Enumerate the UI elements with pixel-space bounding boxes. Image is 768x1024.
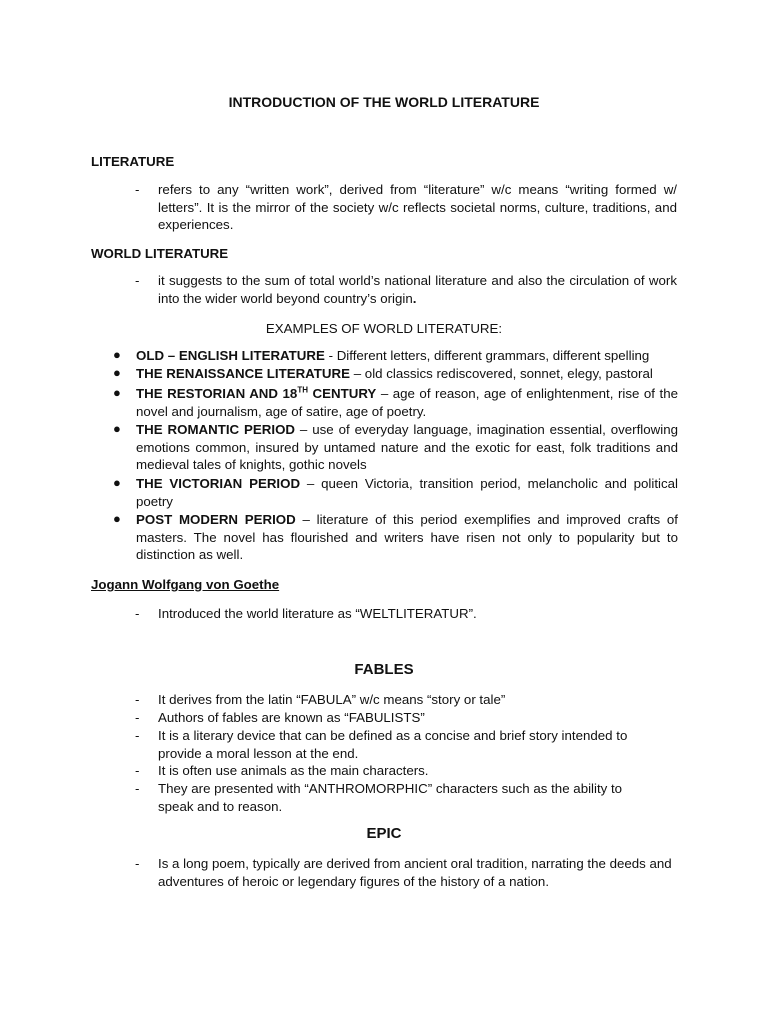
dash-marker: -: [135, 856, 140, 871]
fables-item: [135, 691, 675, 709]
example-item: [113, 475, 678, 510]
literature-item: [135, 181, 677, 234]
example-separator: –: [300, 476, 322, 491]
fables-item: [135, 709, 675, 727]
example-label: POST MODERN PERIOD: [136, 512, 296, 527]
example-label-pre: THE RESTORIAN AND 18: [136, 386, 298, 401]
fables-item: [135, 727, 675, 762]
fables-item-text: It is often use animals as the main characters.: [158, 763, 429, 778]
example-item: [113, 347, 678, 365]
goethe-heading-text: Jogann Wolfgang von Goethe: [91, 577, 280, 592]
example-separator: –: [376, 386, 393, 401]
bullet-marker: ●: [113, 365, 121, 380]
dash-marker: -: [135, 182, 140, 197]
dash-marker: -: [135, 606, 140, 621]
dash-marker: -: [135, 692, 140, 707]
bullet-marker: ●: [113, 347, 121, 362]
example-text: use of everyday language, imagination essential, overflowing emotions common, insured by untamed nature and the exotic for east, folk traditions and medieval tales of knights, gothic novels: [136, 422, 678, 472]
bullet-marker: ●: [113, 421, 121, 436]
dash-marker: -: [135, 710, 140, 725]
example-separator: –: [350, 366, 365, 381]
example-label: [136, 386, 376, 401]
example-label: THE ROMANTIC PERIOD: [136, 422, 296, 437]
literature-heading: LITERATURE: [91, 154, 175, 169]
page-title: INTRODUCTION OF THE WORLD LITERATURE: [228, 94, 540, 110]
dash-marker: -: [135, 763, 140, 778]
epic-item-text: Is a long poem, typically are derived from ancient oral tradition, narrating the deeds and adventures of heroic or legendary figures of the history of a nation.: [158, 856, 672, 889]
example-label-sup: TH: [297, 385, 308, 395]
fables-item-text: It derives from the latin “FABULA” w/c means “story or tale”: [158, 692, 506, 707]
goethe-item: [135, 605, 677, 623]
example-text: queen Victoria, transition period, melancholic and political poetry: [136, 476, 678, 509]
example-label-post: CENTURY: [308, 386, 377, 401]
example-separator: –: [295, 422, 313, 437]
example-item: [113, 365, 678, 383]
examples-heading: EXAMPLES OF WORLD LITERATURE:: [265, 321, 503, 336]
example-separator: –: [295, 512, 317, 527]
world-literature-item-text: [158, 272, 677, 307]
dash-marker: -: [135, 273, 140, 288]
example-item: [113, 385, 678, 420]
example-item: [113, 421, 678, 474]
example-text: age of reason, age of enlightenment, rise of the novel and journalism, age of satire, age of poetry.: [136, 386, 678, 419]
dash-marker: -: [135, 781, 140, 796]
literature-item-text: refers to any “written work”, derived from “literature” w/c means “writing formed w/ letters”. It is the mirror of the society w/c reflects societal norms, culture, traditions, and experiences.: [158, 182, 677, 232]
example-label: OLD – ENGLISH LITERATURE: [136, 348, 325, 363]
bullet-marker: ●: [113, 475, 121, 490]
world-literature-item-end: .: [412, 290, 417, 306]
fables-item: [135, 762, 675, 780]
example-label: THE RENAISSANCE LITERATURE: [136, 366, 350, 381]
example-item: [113, 511, 678, 564]
epic-heading: EPIC: [366, 825, 402, 842]
fables-item: [135, 780, 675, 815]
example-text: Different letters, different grammars, different spelling: [336, 348, 650, 363]
fables-heading: FABLES: [354, 661, 414, 678]
example-text: old classics rediscovered, sonnet, elegy, pastoral: [364, 366, 653, 381]
epic-item: [135, 855, 675, 890]
fables-item-text: Authors of fables are known as “FABULISTS”: [158, 710, 425, 725]
goethe-heading: [91, 576, 279, 594]
dash-marker: -: [135, 728, 140, 743]
fables-item-text: It is a literary device that can be defined as a concise and brief story intended to provide a moral lesson at the end.: [158, 728, 628, 761]
fables-item-text: They are presented with “ANTHROMORPHIC” characters such as the ability to speak and to reason.: [158, 781, 623, 814]
goethe-item-text: Introduced the world literature as “WELTLITERATUR”.: [158, 606, 477, 621]
example-text: literature of this period exemplifies and improved crafts of masters. The novel has flourished and writers have risen not only to popularity but to distinction as well.: [136, 512, 678, 562]
world-literature-heading: WORLD LITERATURE: [91, 246, 229, 261]
example-separator: -: [324, 348, 337, 363]
bullet-marker: ●: [113, 511, 121, 526]
bullet-marker: ●: [113, 385, 121, 400]
world-literature-item: [135, 272, 677, 307]
example-label: THE VICTORIAN PERIOD: [136, 476, 301, 491]
world-literature-item-main: it suggests to the sum of total world’s national literature and also the circulation of work into the wider world beyond country’s origin: [158, 273, 677, 306]
